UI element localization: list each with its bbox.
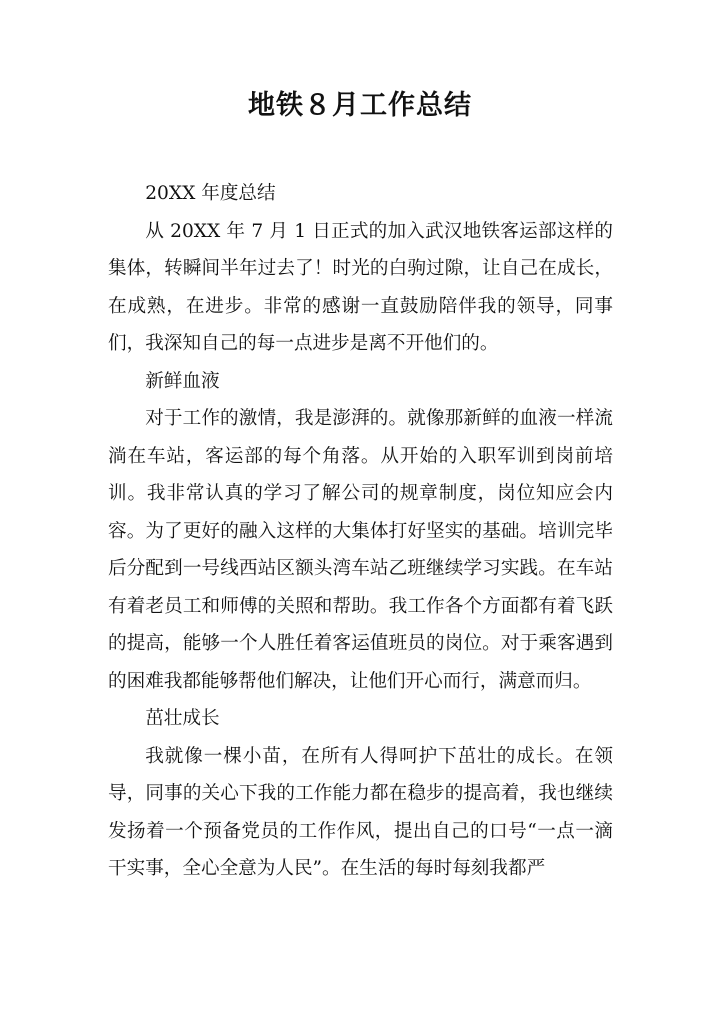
paragraph-growth: 我就像一棵小苗，在所有人得呵护下茁壮的成长。在领导，同事的关心下我的工作能力都在稳步的提高着，我也继续发扬着一个预备党员的工作作风，提出自己的口号“一点一滴干实事，全心全意为人民”。在生活的每时每刻我都严 <box>108 745 613 879</box>
section-heading-annual-summary: 20XX 年度总结 <box>145 183 276 204</box>
section-heading-growth: 茁壮成长 <box>145 708 220 729</box>
paragraph-intro: 从 20XX 年 7 月 1 日正式的加入武汉地铁客运部这样的集体，转瞬间半年过去了！时光的白驹过隙，让自己在成长，在成熟，在进步。非常的感谢一直鼓励陪伴我的领导，同事们，我深知自己的每一点进步是离不开他们的。 <box>108 220 613 354</box>
document-title: 地铁８月工作总结 <box>248 90 472 121</box>
section-heading-fresh-blood: 新鲜血液 <box>145 370 220 392</box>
paragraph-fresh-blood: 对于工作的激情，我是澎湃的。就像那新鲜的血液一样流淌在车站，客运部的每个角落。从开始的入职军训到岗前培训。我非常认真的学习了解公司的规章制度，岗位知应会内容。为了更好的融入这样的大集体打好坚实的基础。培训完毕后分配到一号线西站区额头湾车站乙班继续学习实践。在车站有着老员工和师傅的关照和帮助。我工作各个方面都有着飞跃的提高，能够一个人胜任着客运值班员的岗位。对于乘客遇到的困难我都能够帮他们解决，让他们开心而行，满意而归。 <box>108 408 613 692</box>
document-body <box>108 175 613 888</box>
